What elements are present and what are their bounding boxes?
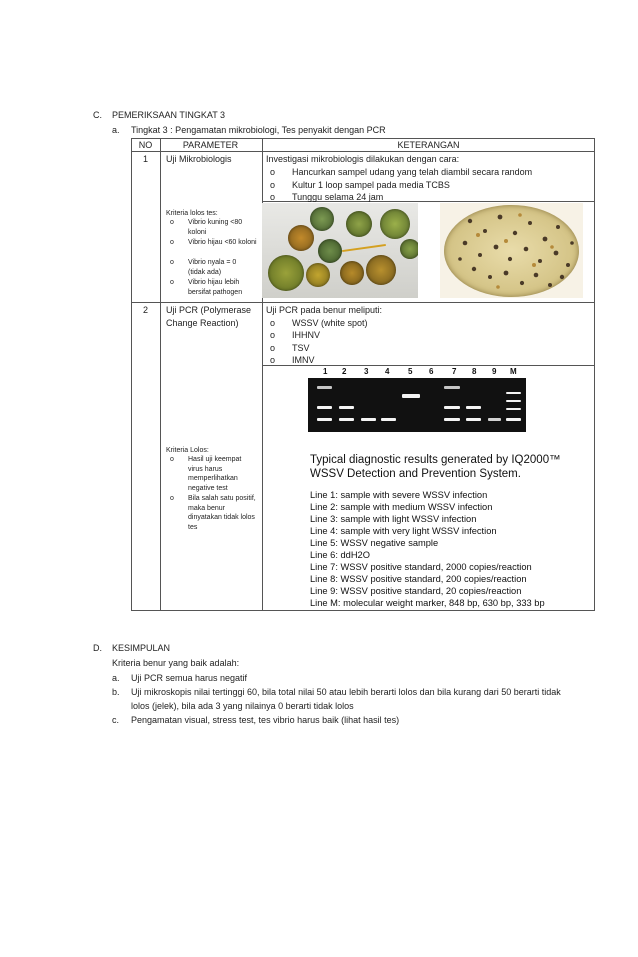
conclusion-marker: a.	[112, 673, 120, 683]
gel-lane-label: M	[510, 367, 517, 376]
row1-criteria-marker: o	[170, 219, 174, 226]
diagram-line: Line 1: sample with severe WSSV infection	[310, 490, 488, 500]
section-c-marker: C.	[93, 110, 102, 120]
header-no: NO	[138, 140, 153, 150]
diagram-line: Line M: molecular weight marker, 848 bp, 630 bp, 333 bp	[310, 598, 545, 608]
row2-bullet-2	[270, 329, 320, 341]
row-divider	[132, 302, 594, 303]
conclusion-item-b: Uji mikroskopis nilai tertinggi 60, bila total nilai 50 atau lebih berarti lolos dan bila kurang dari 50 berarti tidak	[131, 687, 561, 697]
conclusion-marker: b.	[112, 687, 120, 697]
conclusion-marker: c.	[112, 715, 120, 725]
pcr-gel-image	[308, 378, 526, 432]
row1-number: 1	[142, 154, 148, 164]
section-d-title: KESIMPULAN	[112, 643, 171, 653]
gel-lane-label: 7	[452, 367, 457, 376]
bullet-text: WSSV (white spot)	[292, 318, 368, 328]
subsection-a-marker: a.	[112, 125, 120, 135]
bullet-text: IMNV	[292, 355, 315, 365]
row2-criteria-marker: o	[170, 495, 174, 502]
colony-dish-photo	[440, 203, 583, 298]
bullet-marker: o	[270, 180, 276, 190]
row1-parameter: Uji Mikrobiologis	[166, 154, 232, 164]
bullet-text: TSV	[292, 343, 310, 353]
gel-lane-label: 9	[492, 367, 497, 376]
gel-lane-label: 2	[342, 367, 347, 376]
row2-intro: Uji PCR pada benur meliputi:	[266, 305, 383, 315]
diagram-title-line-2: WSSV Detection and Prevention System.	[310, 468, 521, 480]
diagram-line: Line 9: WSSV positive standard, 20 copies/reaction	[310, 586, 522, 596]
bullet-marker: o	[270, 167, 276, 177]
petri-dishes-photo	[262, 203, 418, 298]
row1-criteria-marker: o	[170, 259, 174, 266]
row1-bullet-3	[270, 191, 383, 203]
row2-bullet-3	[270, 342, 310, 354]
row1-criteria-2: Vibrio hijau <60 koloni	[188, 239, 257, 246]
row2-criteria-2: Bila salah satu positif, maka benur dinyatakan tidak lolos tes	[188, 495, 256, 531]
bullet-marker: o	[270, 192, 276, 202]
diagram-line: Line 7: WSSV positive standard, 2000 copies/reaction	[310, 562, 532, 572]
gel-lane-label: 8	[472, 367, 477, 376]
section-c-title: PEMERIKSAAN TINGKAT 3	[112, 110, 226, 120]
row2-criteria-title: Kriteria Lolos:	[166, 447, 209, 454]
row2-number: 2	[142, 305, 148, 315]
section-d-marker: D.	[93, 643, 102, 653]
row2-criteria-1: Hasil uji keempat virus harus memperlihatkan negative test	[188, 456, 242, 492]
row2-bullet-1	[270, 317, 368, 329]
gel-lane-label: 1	[323, 367, 328, 376]
diagram-line: Line 3: sample with light WSSV infection	[310, 514, 477, 524]
gel-lane-label: 3	[364, 367, 369, 376]
row1-criteria-marker: o	[170, 239, 174, 246]
bullet-marker: o	[270, 355, 276, 365]
row1-criteria-marker: o	[170, 279, 174, 286]
bullet-text: IHHNV	[292, 330, 321, 340]
gel-lane-label: 5	[408, 367, 413, 376]
subsection-a-title: Tingkat 3 : Pengamatan mikrobiologi, Tes penyakit dengan PCR	[131, 125, 386, 135]
bullet-marker: o	[270, 330, 276, 340]
conclusion-item-a: Uji PCR semua harus negatif	[131, 673, 248, 683]
gel-lane-label: 6	[429, 367, 434, 376]
row2-criteria-marker: o	[170, 456, 174, 463]
bullet-marker: o	[270, 318, 276, 328]
row2-parameter: Uji PCR (Polymerase Change Reaction)	[166, 305, 252, 328]
row1-criteria-1: Vibrio kuning <80 koloni	[188, 219, 243, 236]
conclusion-item-b-cont: lolos (jelek), bila ada 3 yang nilainya 0 berarti tidak lolos	[131, 701, 354, 711]
diagram-line: Line 6: ddH2O	[310, 550, 370, 560]
row1-bullet-1	[270, 166, 532, 178]
row1-criteria-title: Kriteria lolos tes:	[166, 210, 218, 217]
row1-criteria-3: Vibrio nyala = 0 (tidak ada)	[188, 259, 237, 276]
row1-intro: Investigasi mikrobiologis dilakukan dengan cara:	[266, 154, 460, 164]
diagram-line: Line 8: WSSV positive standard, 200 copies/reaction	[310, 574, 527, 584]
gel-lane-label: 4	[385, 367, 390, 376]
bullet-text: Kultur 1 loop sampel pada media TCBS	[292, 180, 450, 190]
header-divider	[132, 151, 594, 152]
diagram-title-line-1: Typical diagnostic results generated by IQ2000™	[310, 454, 561, 466]
row1-bullet-2	[270, 179, 450, 191]
bullet-marker: o	[270, 343, 276, 353]
colony-dots	[440, 203, 583, 298]
diagram-line: Line 5: WSSV negative sample	[310, 538, 439, 548]
section-d-intro: Kriteria benur yang baik adalah:	[112, 658, 240, 668]
header-keterangan: KETERANGAN	[397, 140, 460, 150]
diagram-line: Line 4: sample with very light WSSV infection	[310, 526, 497, 536]
row2-bullet-4	[270, 354, 315, 366]
bullet-text: Tunggu selama 24 jam	[292, 192, 384, 202]
column-divider	[160, 139, 161, 610]
diagram-line: Line 2: sample with medium WSSV infection	[310, 502, 493, 512]
row1-criteria-4: Vibrio hijau lebih bersifat pathogen	[188, 279, 243, 296]
conclusion-item-c: Pengamatan visual, stress test, tes vibrio harus baik (lihat hasil tes)	[131, 715, 400, 725]
header-parameter: PARAMETER	[182, 140, 239, 150]
bullet-text: Hancurkan sampel udang yang telah diambil secara random	[292, 167, 533, 177]
